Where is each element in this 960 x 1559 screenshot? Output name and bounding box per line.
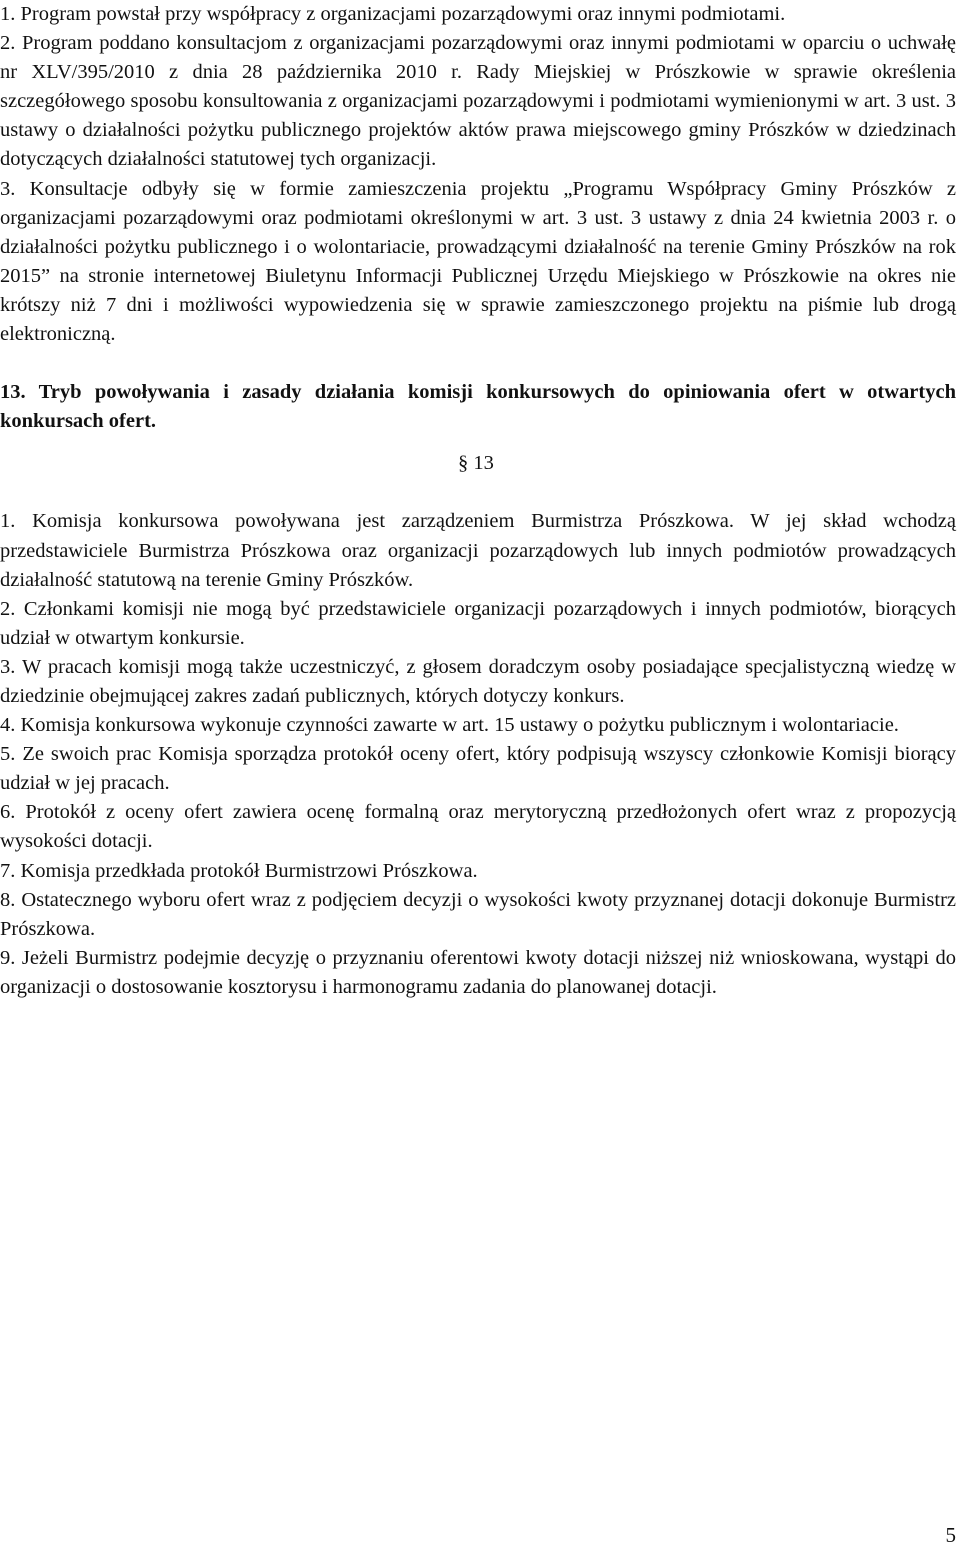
- section-item-5: 5. Ze swoich prac Komisja sporządza protokół oceny ofert, który podpisują wszyscy członkowie Komisji biorący udział w jej pracach.: [0, 743, 956, 795]
- page-number: 5: [945, 1523, 956, 1547]
- section-item-8: 8. Ostatecznego wyboru ofert wraz z podjęciem decyzji o wysokości kwoty przyznanej dotacji dokonuje Burmistrz Prószkowa.: [0, 888, 956, 940]
- section-item-2: 2. Członkami komisji nie mogą być przedstawiciele organizacji pozarządowych i innych podmiotów, biorących udział w otwartym konkursie.: [0, 597, 956, 649]
- section-item-6: 6. Protokół z oceny ofert zawiera ocenę formalną oraz merytoryczną przedłożonych ofert wraz z propozycją wysokości dotacji.: [0, 801, 956, 853]
- spacer: [0, 349, 956, 378]
- paragraph-3: 3. Konsultacje odbyły się w formie zamieszczenia projektu „Programu Współpracy Gminy Prószków z organizacjami pozarządowymi oraz podmiotami określonymi w art. 3 ust. 3 ustawy z dnia 24 kwietnia 2003 r. o działalności pożytku publicznego i o wolontariacie, prowadzącymi działalność na terenie Gminy Prószków na rok 2015” na stronie internetowej Biuletynu Informacji Publicznej Urzędu Miejskiego w Prószkowie na okres nie krótszy niż 7 dni i możliwości wypowiedzenia się w sprawie zamieszczonego projektu na piśmie lub drogą elektroniczną.: [0, 177, 956, 346]
- section-item-9: 9. Jeżeli Burmistrz podejmie decyzję o przyznaniu oferentowi kwoty dotacji niższej niż wnioskowana, wystąpi do organizacji o dostosowanie kosztorysu i harmonogramu zadania do planowanej dotacji.: [0, 946, 956, 998]
- section-mark: § 13: [458, 452, 494, 475]
- paragraph-2: 2. Program poddano konsultacjom z organizacjami pozarządowymi oraz innymi podmiotami w oparciu o uchwałę nr XLV/395/2010 z dnia 28 października 2010 r. Rady Miejskiej w Prószkowie w sprawie określenia szczegółowego sposobu konsultowania z organizacjami pozarządowymi i podmiotami wymienionymi w art. 3 ust. 3 ustawy o działalności pożytku publicznego projektów aktów prawa miejscowego gminy Prószków w dziedzinach dotyczących działalności statutowej tych organizacji.: [0, 32, 956, 171]
- section-heading: 13. Tryb powoływania i zasady działania komisji konkursowych do opiniowania ofert w otwartych konkursach ofert.: [0, 381, 956, 433]
- section-item-7: 7. Komisja przedkłada protokół Burmistrzowi Prószkowa.: [0, 859, 478, 882]
- spacer: [0, 478, 956, 507]
- section-item-3: 3. W pracach komisji mogą także uczestniczyć, z głosem doradczym osoby posiadające specjalistyczną wiedzę w dziedzinie obejmującej zakres zadań publicznych, których dotyczy konkurs.: [0, 655, 956, 707]
- section-item-4: 4. Komisja konkursowa wykonuje czynności zawarte w art. 15 ustawy o pożytku publicznym i wolontariacie.: [0, 714, 899, 737]
- paragraph-1: 1. Program powstał przy współpracy z organizacjami pozarządowymi oraz innymi podmiotami.: [0, 3, 786, 25]
- section-item-1: 1. Komisja konkursowa powoływana jest zarządzeniem Burmistrza Prószkowa. W jej skład wchodzą przedstawiciele Burmistrza Prószkowa oraz organizacji pozarządowych lub innych podmiotów prowadzących działalność statutową na terenie Gminy Prószków.: [0, 510, 956, 591]
